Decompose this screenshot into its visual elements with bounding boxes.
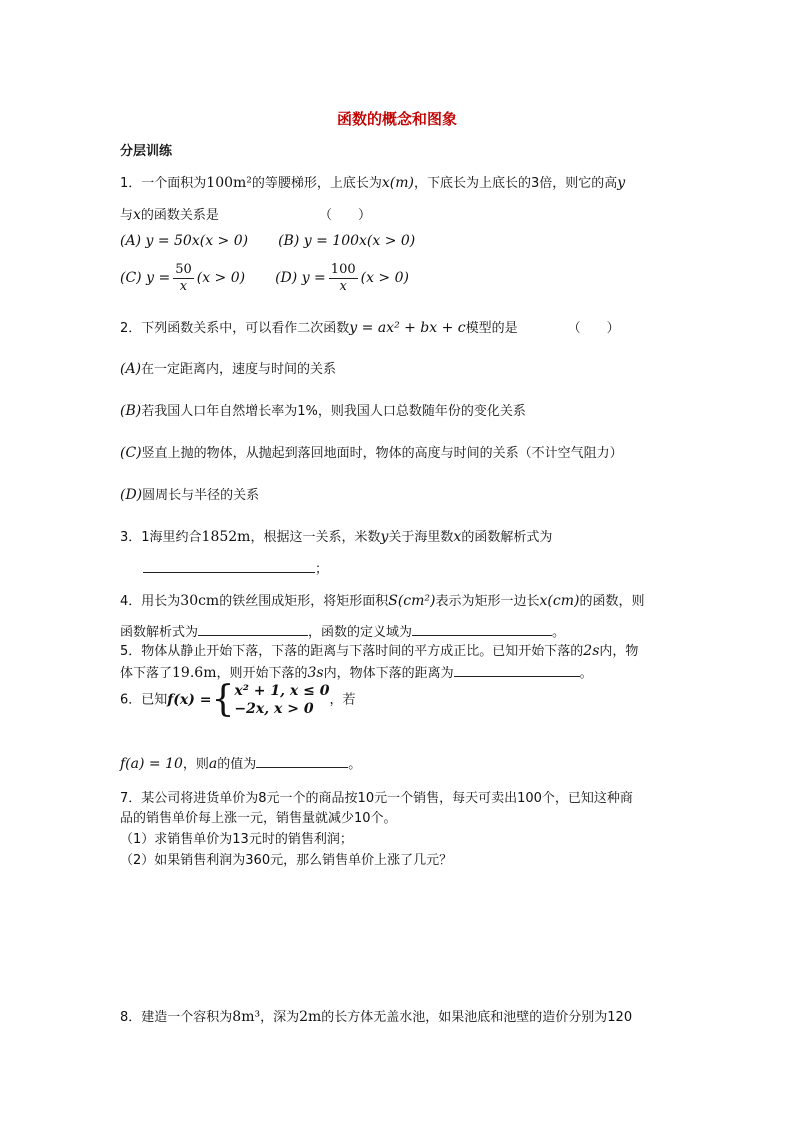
q2-option-d: (D)圆周长与半径的关系 [120,487,260,503]
q2-answer-paren: （ ） [567,321,620,336]
q4-domain-blank[interactable] [412,622,552,636]
q2-option-c: (C)竖直上抛的物体，从抛起到落回地面时，物体的高度与时间的关系（不计空气阻力） [120,445,623,461]
q3-answer-blank[interactable] [143,559,315,573]
q1-line2: 与x的函数关系是 （ ） [120,207,371,223]
q1-area: 100m² [206,175,252,191]
q2-stem: 2．下列函数关系中，可以看作二次函数y = ax² + bx + c模型的是 （ ） [120,320,620,336]
q7-line1: 7．某公司将进货单价为8元一个的商品按10元一个销售，每天可卖出100个，已知这种商 [120,791,633,806]
q1-answer-paren: （ ） [318,208,371,223]
q1-top-length: x(m) [381,175,415,191]
q7-line2: 品的销售单价每上涨一元，销售量就减少10个。 [120,811,397,826]
q2-option-b: (B)若我国人口年自然增长率为1%，则我国人口总数随年份的变化关系 [120,403,526,419]
q6-stem: 6．已知f(x) ={ x² + 1, x ≤ 0 −2x, x > 0 ，若 [120,679,356,720]
q2-option-a: (A)在一定距离内，速度与时间的关系 [120,361,337,377]
q4-stem: 4．用长为30cm的铁丝围成矩形，将矩形面积S(cm²)表示为矩形一边长x(cm)的函数，则 [120,593,645,609]
q1-line1: 1．一个面积为100m²的等腰梯形，上底长为x(m)，下底长为上底长的3倍，则它的高y [120,175,626,191]
q3-stem: 3．1海里约合1852m，根据这一关系，米数y关于海里数x的函数解析式为 [120,529,553,545]
q1-option-d-label: (D) y = [275,270,326,286]
q5-line2: 体下落了19.6m，则开始下落的3s内，物体下落的距离为 。 [120,665,593,681]
q4-expression-blank[interactable] [198,622,308,636]
q1-option-d-fraction: $\frac{100}{x}$ [330,262,356,294]
q1-option-a: (A) y = 50x(x > 0) [120,233,249,249]
q7-sub1: （1）求销售单价为13元时的销售利润； [120,832,353,847]
q1-options-cd: (C) y = $\frac{50}{x}$ (x > 0) (D) y = $\frac{100}{x}$ (x > 0) [120,262,409,294]
q5-answer-blank[interactable] [454,663,580,677]
q6-answer-blank[interactable] [256,754,348,768]
q6-piecewise-function: f(x) ={ x² + 1, x ≤ 0 −2x, x > 0 [167,679,330,720]
q5-line1: 5．物体从静止开始下落，下落的距离与下落时间的平方成正比。已知开始下落的2s内，物 [120,643,639,659]
q2-formula: y = ax² + bx + c [349,320,466,336]
q7-sub2: （2）如果销售利润为360元，那么销售单价上涨了几元？ [120,853,453,868]
q1-option-c-fraction: $\frac{50}{x}$ [175,262,192,294]
q8-stem: 8．建造一个容积为8m³，深为2m的长方体无盖水池，如果池底和池壁的造价分别为120 [120,1009,633,1025]
q4-answers: 函数解析式为 ，函数的定义域为 。 [120,621,565,640]
page-title: 函数的概念和图象 [336,110,457,128]
q3-answer-line: ； [143,558,328,577]
q1-options-ab [120,233,415,249]
q1-option-b: (B) y = 100x(x > 0) [278,233,416,249]
q1-option-c-label: (C) y = [120,270,171,286]
q6-line2: f(a) = 10，则a的值为 。 [120,756,362,772]
section-heading: 分层训练 [120,144,173,159]
